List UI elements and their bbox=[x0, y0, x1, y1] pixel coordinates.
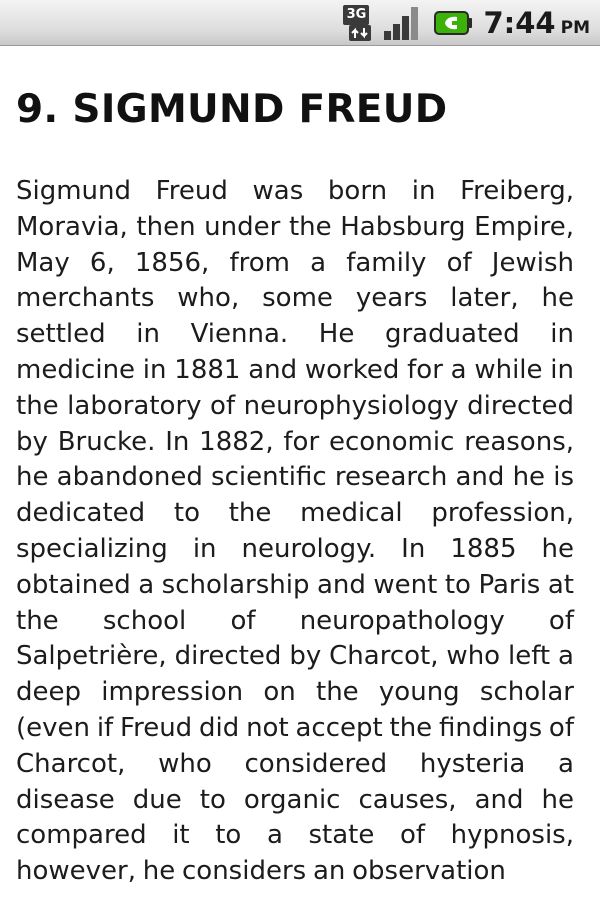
article[interactable] bbox=[16, 80, 574, 890]
article-body: Sigmund Freud was born in Freiberg, Moravia, then under the Habsburg Empire, May 6, 1856, from a family of Jewish merchants who, some years later, he settled in Vienna. He graduated in medicine in 1881 and worked for a while in the laboratory of neurophysiology directed by Brucke. In 1882, for economic reasons, he abandoned scientific research and he is dedicated to the medical profession, specializing in neurology. In 1885 he obtained a scholarship and went to Paris at the school of neuropathology of Salpetrière, directed by Charcot, who left a deep impression on the young scholar (even if Freud did not accept the findings of Charcot, who considered hysteria a disease due to organic causes, and he compared it to a state of hypnosis, however, he considers an observation bbox=[16, 176, 574, 887]
signal-strength-icon bbox=[383, 5, 423, 41]
clock-time: 7:44 bbox=[483, 6, 556, 40]
article-title: 9. SIGMUND FREUD bbox=[16, 87, 448, 132]
data-arrows-icon bbox=[349, 25, 371, 41]
3g-data-icon bbox=[343, 5, 379, 41]
clock-ampm: PM bbox=[560, 18, 590, 38]
network-type-label: 3G bbox=[343, 5, 369, 25]
status-icons bbox=[343, 4, 590, 42]
status-bar bbox=[0, 0, 600, 46]
battery-charging-icon bbox=[433, 8, 473, 38]
status-clock bbox=[483, 6, 590, 40]
